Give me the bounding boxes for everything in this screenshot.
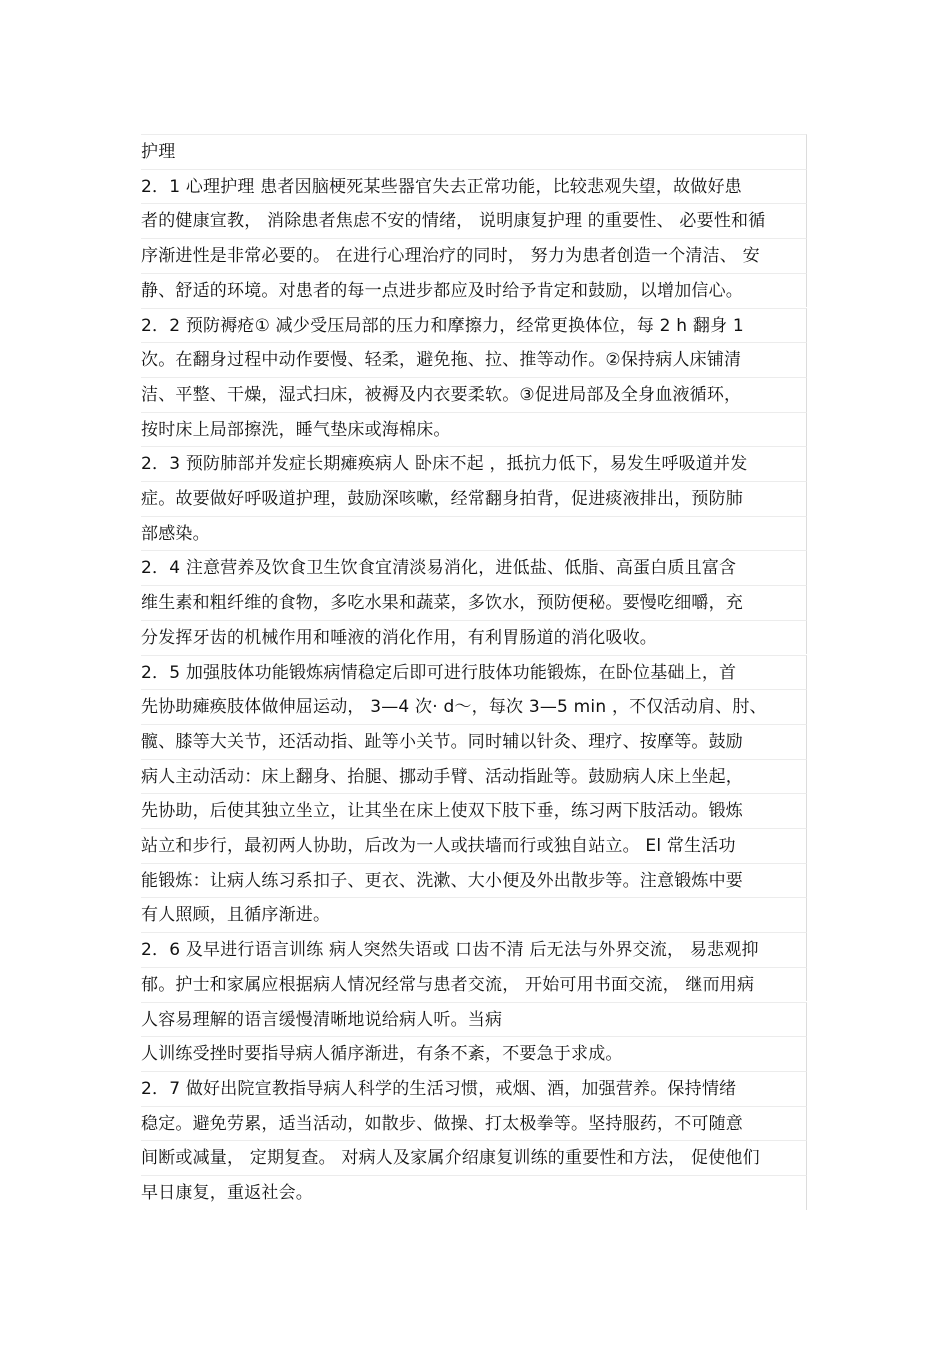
text-line: 洁、平整、干燥，湿式扫床，被褥及内衣要柔软。③促进局部及全身血液循环， xyxy=(141,377,807,412)
text-line: 2．7 做好出院宣教指导病人科学的生活习惯，戒烟、酒，加强营养。保持情绪 xyxy=(141,1071,807,1106)
text-line: 髋、膝等大关节，还活动指、趾等小关节。同时辅以针灸、理疗、按摩等。鼓励 xyxy=(141,724,807,759)
text-line: 2．6 及早进行语言训练 病人突然失语或 口齿不清 后无法与外界交流， 易悲观抑 xyxy=(141,932,807,967)
text-line: 症。故要做好呼吸道护理，鼓励深咳嗽，经常翻身拍背，促进痰液排出，预防肺 xyxy=(141,481,807,516)
text-line: 有人照顾，且循序渐进。 xyxy=(141,897,807,932)
text-line: 2．2 预防褥疮① 减少受压局部的压力和摩擦力，经常更换体位，每 2 h 翻身 1 xyxy=(141,308,807,343)
text-line: 次。在翻身过程中动作要慢、轻柔，避免拖、拉、推等动作。②保持病人床铺清 xyxy=(141,342,807,377)
text-line: 者的健康宣教， 消除患者焦虑不安的情绪， 说明康复护理 的重要性、 必要性和循 xyxy=(141,203,807,238)
text-line: 病人主动活动：床上翻身、抬腿、挪动手臂、活动指趾等。鼓励病人床上坐起， xyxy=(141,759,807,794)
text-line: 按时床上局部擦洗，睡气垫床或海棉床。 xyxy=(141,412,807,447)
text-line: 分发挥牙齿的机械作用和唾液的消化作用，有利胃肠道的消化吸收。 xyxy=(141,620,807,655)
text-line: 早日康复，重返社会。 xyxy=(141,1175,807,1210)
text-line: 站立和步行，最初两人协助，后改为一人或扶墙而行或独自站立。 El 常生活功 xyxy=(141,828,807,863)
text-line: 能锻炼：让病人练习系扣子、更衣、洗漱、大小便及外出散步等。注意锻炼中要 xyxy=(141,863,807,898)
text-line: 稳定。避免劳累，适当活动，如散步、做操、打太极拳等。坚持服药，不可随意 xyxy=(141,1106,807,1141)
text-line: 2．4 注意营养及饮食卫生饮食宜清淡易消化，进低盐、低脂、高蛋白质且富含 xyxy=(141,550,807,585)
text-line: 2．1 心理护理 患者因脑梗死某些器官失去正常功能，比较悲观失望，故做好患 xyxy=(141,169,807,204)
text-line: 郁。护士和家属应根据病人情况经常与患者交流， 开始可用书面交流， 继而用病 xyxy=(141,967,807,1002)
text-line: 2．5 加强肢体功能锻炼病情稳定后即可进行肢体功能锻炼，在卧位基础上，首 xyxy=(141,655,807,690)
text-line: 序渐进性是非常必要的。 在进行心理治疗的同时， 努力为患者创造一个清洁、 安 xyxy=(141,238,807,273)
text-line: 人容易理解的语言缓慢清晰地说给病人听。当病 xyxy=(141,1002,807,1037)
text-line: 间断或减量， 定期复查。 对病人及家属介绍康复训练的重要性和方法， 促使他们 xyxy=(141,1140,807,1175)
text-line: 护理 xyxy=(141,134,807,169)
text-line: 静、舒适的环境。对患者的每一点进步都应及时给予肯定和鼓励，以增加信心。 xyxy=(141,273,807,308)
text-line: 人训练受挫时要指导病人循序渐进，有条不紊，不要急于求成。 xyxy=(141,1036,807,1071)
text-line: 部感染。 xyxy=(141,516,807,551)
text-line: 先协助，后使其独立坐立，让其坐在床上使双下肢下垂，练习两下肢活动。锻炼 xyxy=(141,793,807,828)
text-line: 维生素和粗纤维的食物，多吃水果和蔬菜，多饮水，预防便秘。要慢吃细嚼，充 xyxy=(141,585,807,620)
text-line: 2．3 预防肺部并发症长期瘫痪病人 卧床不起 ，抵抗力低下，易发生呼吸道并发 xyxy=(141,446,807,481)
text-line: 先协助瘫痪肢体做伸屈运动， 3—4 次· d～，每次 3—5 min ，不仅活动肩、肘、 xyxy=(141,689,807,724)
